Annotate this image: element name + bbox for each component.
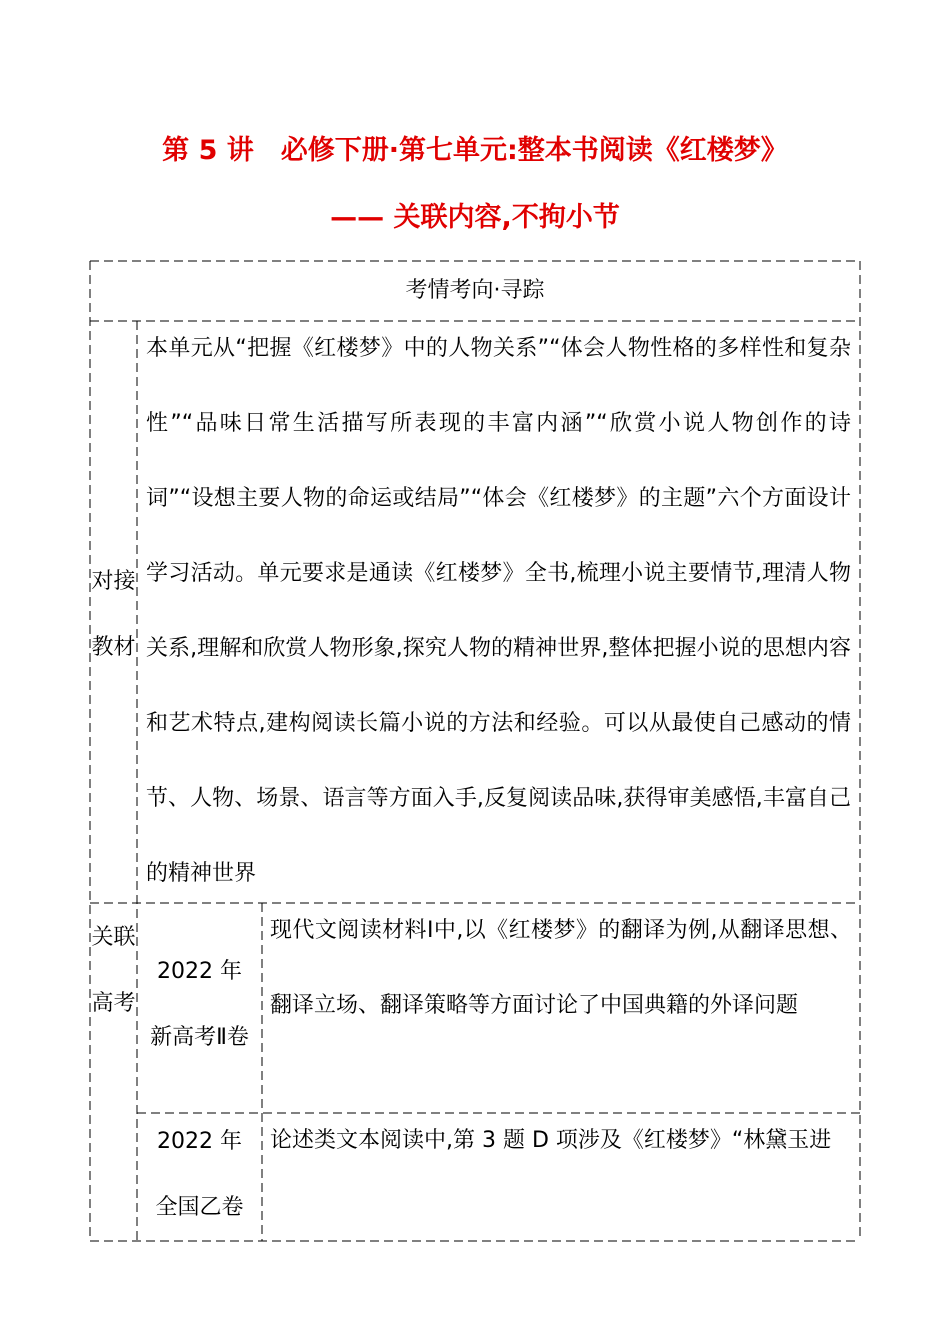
exam-description: 现代文阅读材料Ⅰ中,以《红楼梦》的翻译为例,从翻译思想、翻译立场、翻译策略等方面讨论了中国典籍的外译问题 <box>270 918 852 1018</box>
exam-year: 2022 年 <box>157 1129 242 1154</box>
exam-info-table <box>90 261 860 1241</box>
row-label-textbook <box>90 549 137 681</box>
row-label-line: 教材 <box>91 635 136 660</box>
exam-paper: 全国乙卷 <box>155 1195 244 1220</box>
exam-paper: 新高考Ⅱ卷 <box>150 1025 249 1050</box>
exam-description: 论述类文本阅读中,第 3 题 D 项涉及《红楼梦》“林黛玉进 <box>270 1128 832 1153</box>
row-label-line: 关联 <box>91 925 136 950</box>
row-label-line: 高考 <box>91 991 136 1016</box>
row-label-line: 对接 <box>91 569 136 594</box>
lesson-title: 第 5 讲 必修下册·第七单元:整本书阅读《红楼梦》 <box>162 135 788 166</box>
exam-year: 2022 年 <box>157 959 242 984</box>
lesson-subtitle: —— 关联内容,不拘小节 <box>330 202 620 233</box>
textbook-description: 本单元从“把握《红楼梦》中的人物关系”“体会人物性格的多样性和复杂性”“品味日常生活描写所表现的丰富内涵”“欣赏小说人物创作的诗词”“设想主要人物的命运或结局”“体会《红楼梦》的主题”六个方面设计学习活动。单元要求是通读《红楼梦》全书,梳理小说主要情节,理清人物关系,理解和欣赏人物形象,探究人物的精神世界,整体把握小说的思想内容和艺术特点,建构阅读长篇小说的方法和经验。可以从最使自己感动的情节、人物、场景、语言等方面入手,反复阅读品味,获得审美感悟,丰富自己的精神世界 <box>146 336 851 886</box>
table-header: 考情考向·寻踪 <box>405 278 545 303</box>
exam-paper-label <box>137 939 262 1071</box>
row-label-exam <box>90 905 137 1037</box>
exam-paper-label <box>137 1109 262 1241</box>
